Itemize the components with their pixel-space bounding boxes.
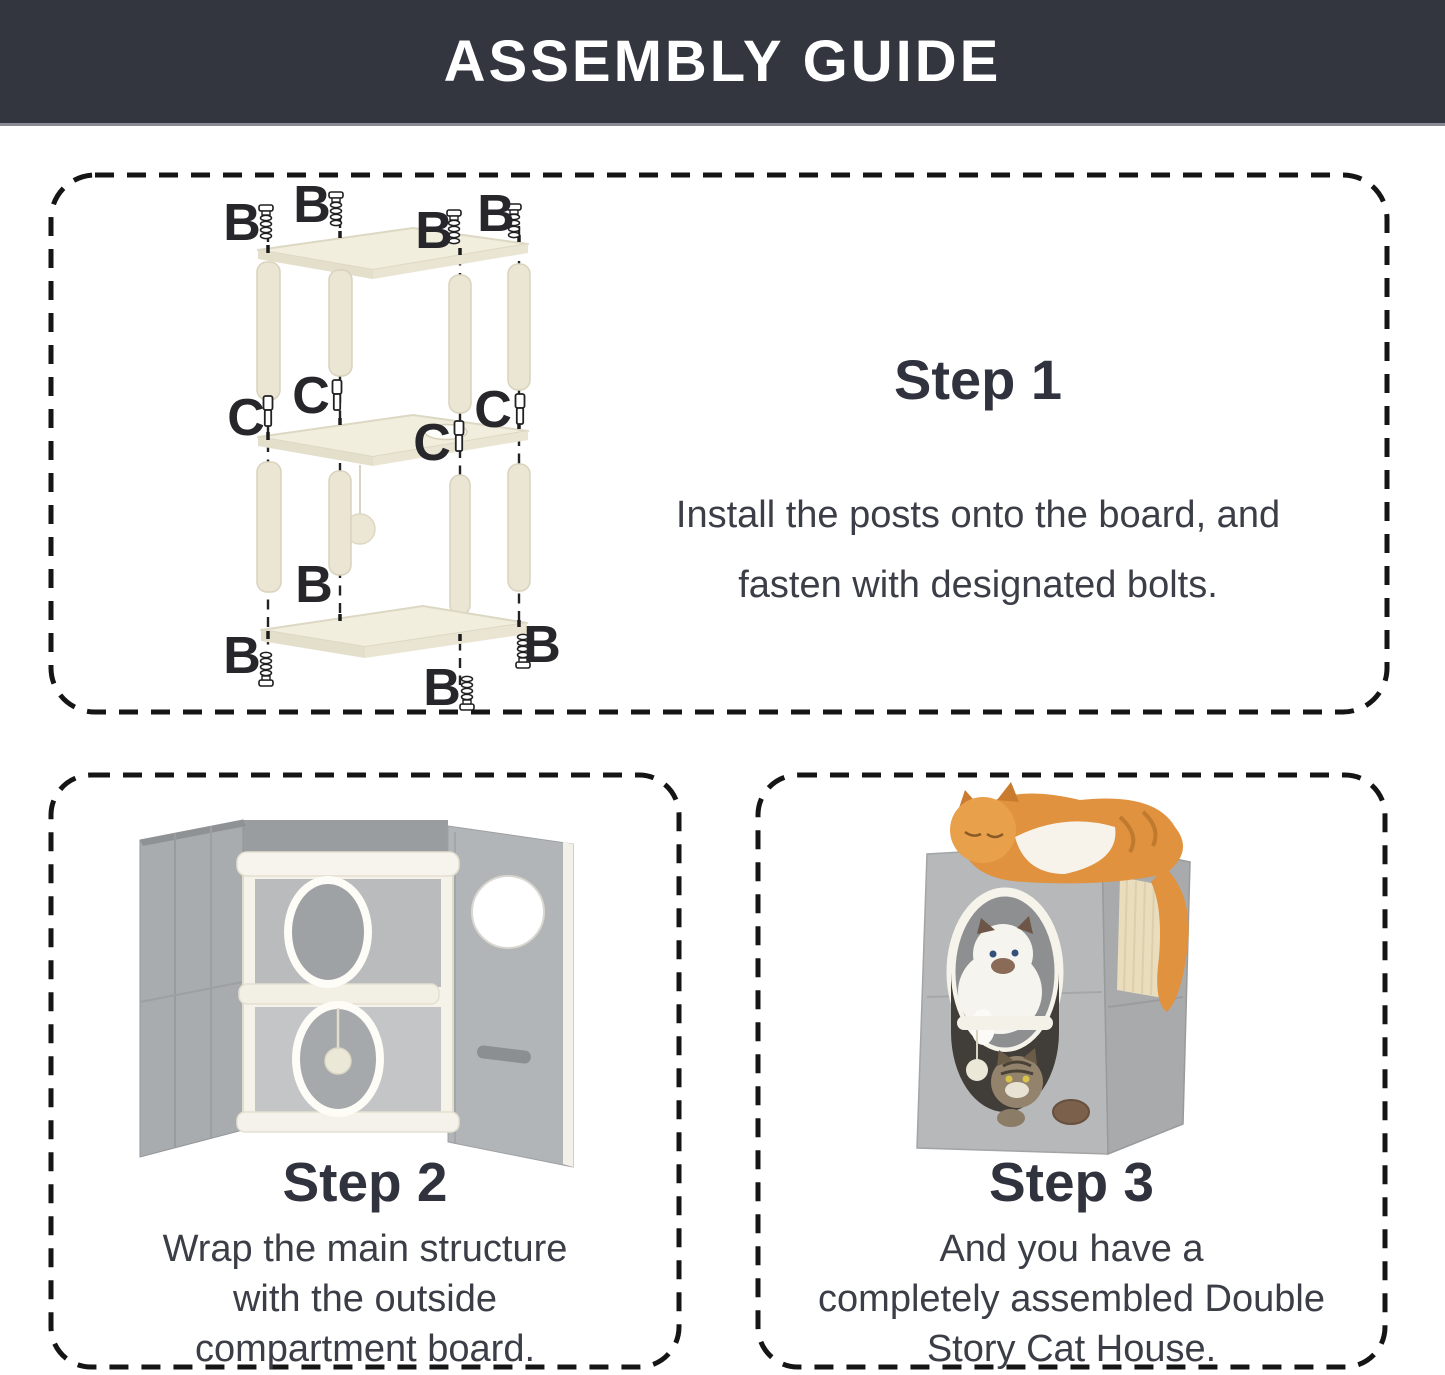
assembly-guide-header xyxy=(0,0,1445,126)
den-shelf xyxy=(957,1016,1053,1030)
connector-label-c: C xyxy=(227,389,265,447)
tabby-paws xyxy=(997,1109,1025,1127)
connector-icon xyxy=(455,421,464,451)
connector-label-c: C xyxy=(413,414,451,472)
panel-sherpa-edge xyxy=(563,842,573,1167)
step2-illustration xyxy=(103,812,583,1177)
main-structure xyxy=(237,852,459,1132)
connector-icon xyxy=(264,396,273,426)
step1-text-block xyxy=(588,347,1368,621)
top-slab xyxy=(237,852,459,876)
bolt-label-b: B xyxy=(415,202,453,260)
middle-shelf xyxy=(239,984,439,1004)
step3-line1: And you have a xyxy=(939,1228,1204,1270)
step3-title: Step 3 xyxy=(988,1151,1155,1213)
bolt-label-b: B xyxy=(223,627,261,685)
step2-line1: Wrap the main structure xyxy=(162,1228,568,1270)
left-wrap-panel xyxy=(140,820,246,1157)
step1-panel xyxy=(48,172,1390,715)
bolt-label-b: B xyxy=(293,182,331,234)
step1-line1: Install the posts onto the board, and xyxy=(675,494,1281,536)
step3-illustration xyxy=(865,782,1265,1182)
toy-ball xyxy=(325,1048,351,1074)
logo-badge xyxy=(1053,1100,1089,1124)
bolt-label-b: B xyxy=(477,185,515,243)
bolt-label-b: B xyxy=(223,194,261,252)
step1-exploded-diagram xyxy=(178,182,578,712)
connector-icon xyxy=(333,380,342,410)
step2-title: Step 2 xyxy=(282,1151,448,1213)
bolt-label-b: B xyxy=(423,659,461,712)
connector-label-c: C xyxy=(292,367,330,425)
step3-panel xyxy=(755,772,1388,1370)
bolt-label-b: B xyxy=(295,556,333,614)
bolt-label-b: B xyxy=(523,616,561,674)
connector-label-c: C xyxy=(474,381,512,439)
step1-line2: fasten with designated bolts. xyxy=(738,564,1218,607)
page-title: ASSEMBLY GUIDE xyxy=(443,29,1002,94)
step2-line2: with the outside xyxy=(232,1278,498,1320)
bolt-icon xyxy=(259,652,273,686)
panel-porthole xyxy=(472,876,544,948)
step3-line3: Story Cat House. xyxy=(926,1328,1217,1370)
step3-line2: completely assembled Double xyxy=(818,1278,1325,1320)
connector-icon xyxy=(516,394,525,424)
bolt-icon xyxy=(259,205,273,239)
step2-panel xyxy=(48,772,682,1370)
upper-oval-opening xyxy=(288,880,368,984)
den-toy-ball xyxy=(966,1059,988,1081)
right-wrap-panel xyxy=(448,826,573,1167)
bolt-icon xyxy=(460,676,474,710)
step2-line3: compartment board. xyxy=(194,1328,536,1370)
step1-title: Step 1 xyxy=(893,348,1063,411)
